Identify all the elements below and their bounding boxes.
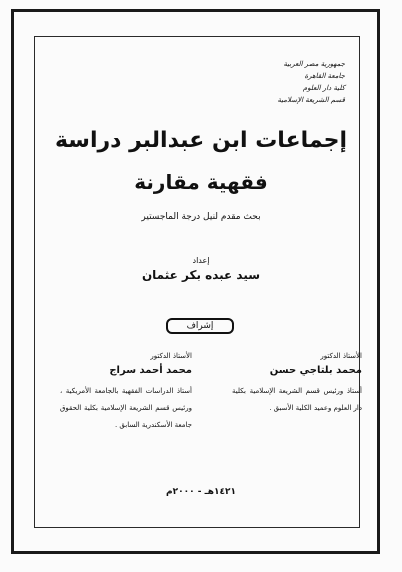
supervisor-1-title: الأستاذ الدكتور — [320, 352, 362, 360]
institution-header — [277, 58, 345, 106]
supervision-label: إشراف — [186, 321, 214, 331]
header-line-faculty: كلية دار العلوم — [302, 84, 345, 92]
supervisor-2-name: محمد أحمد سراج — [109, 365, 192, 376]
supervisor-2-description: أستاذ الدراسات الفقهية بالجامعة الأمريكية ، ورئيس قسم الشريعة الإسلامية بكلية الحقوق جامعة الأسكندرية السابق . — [60, 387, 192, 429]
thesis-title-line1: إجماعات ابن عبدالبر دراسة — [54, 128, 348, 153]
publication-date: ١٤٢١هـ - ٢٠٠٠م — [166, 487, 236, 497]
supervisor-1-name: محمد بلتاجي حسن — [269, 365, 362, 376]
preparation-label: إعداد — [192, 256, 210, 265]
supervision-box — [166, 318, 234, 334]
inner-border — [34, 36, 360, 528]
supervisor-1-description: أستاذ ورئيس قسم الشريعة الإسلامية بكلية دار العلوم وعميد الكلية الأسبق . — [232, 387, 362, 412]
degree-statement: بحث مقدم لنيل درجة الماجستير — [141, 212, 261, 222]
thesis-title-line2: فقهية مقارنة — [134, 170, 268, 194]
header-line-university: جامعة القاهرة — [304, 72, 345, 80]
header-line-department: قسم الشريعة الإسلامية — [277, 96, 345, 104]
supervisor-2-title: الأستاذ الدكتور — [150, 352, 192, 360]
header-line-country: جمهورية مصر العربية — [283, 60, 345, 68]
author-name: سيد عبده بكر عثمان — [141, 268, 261, 282]
